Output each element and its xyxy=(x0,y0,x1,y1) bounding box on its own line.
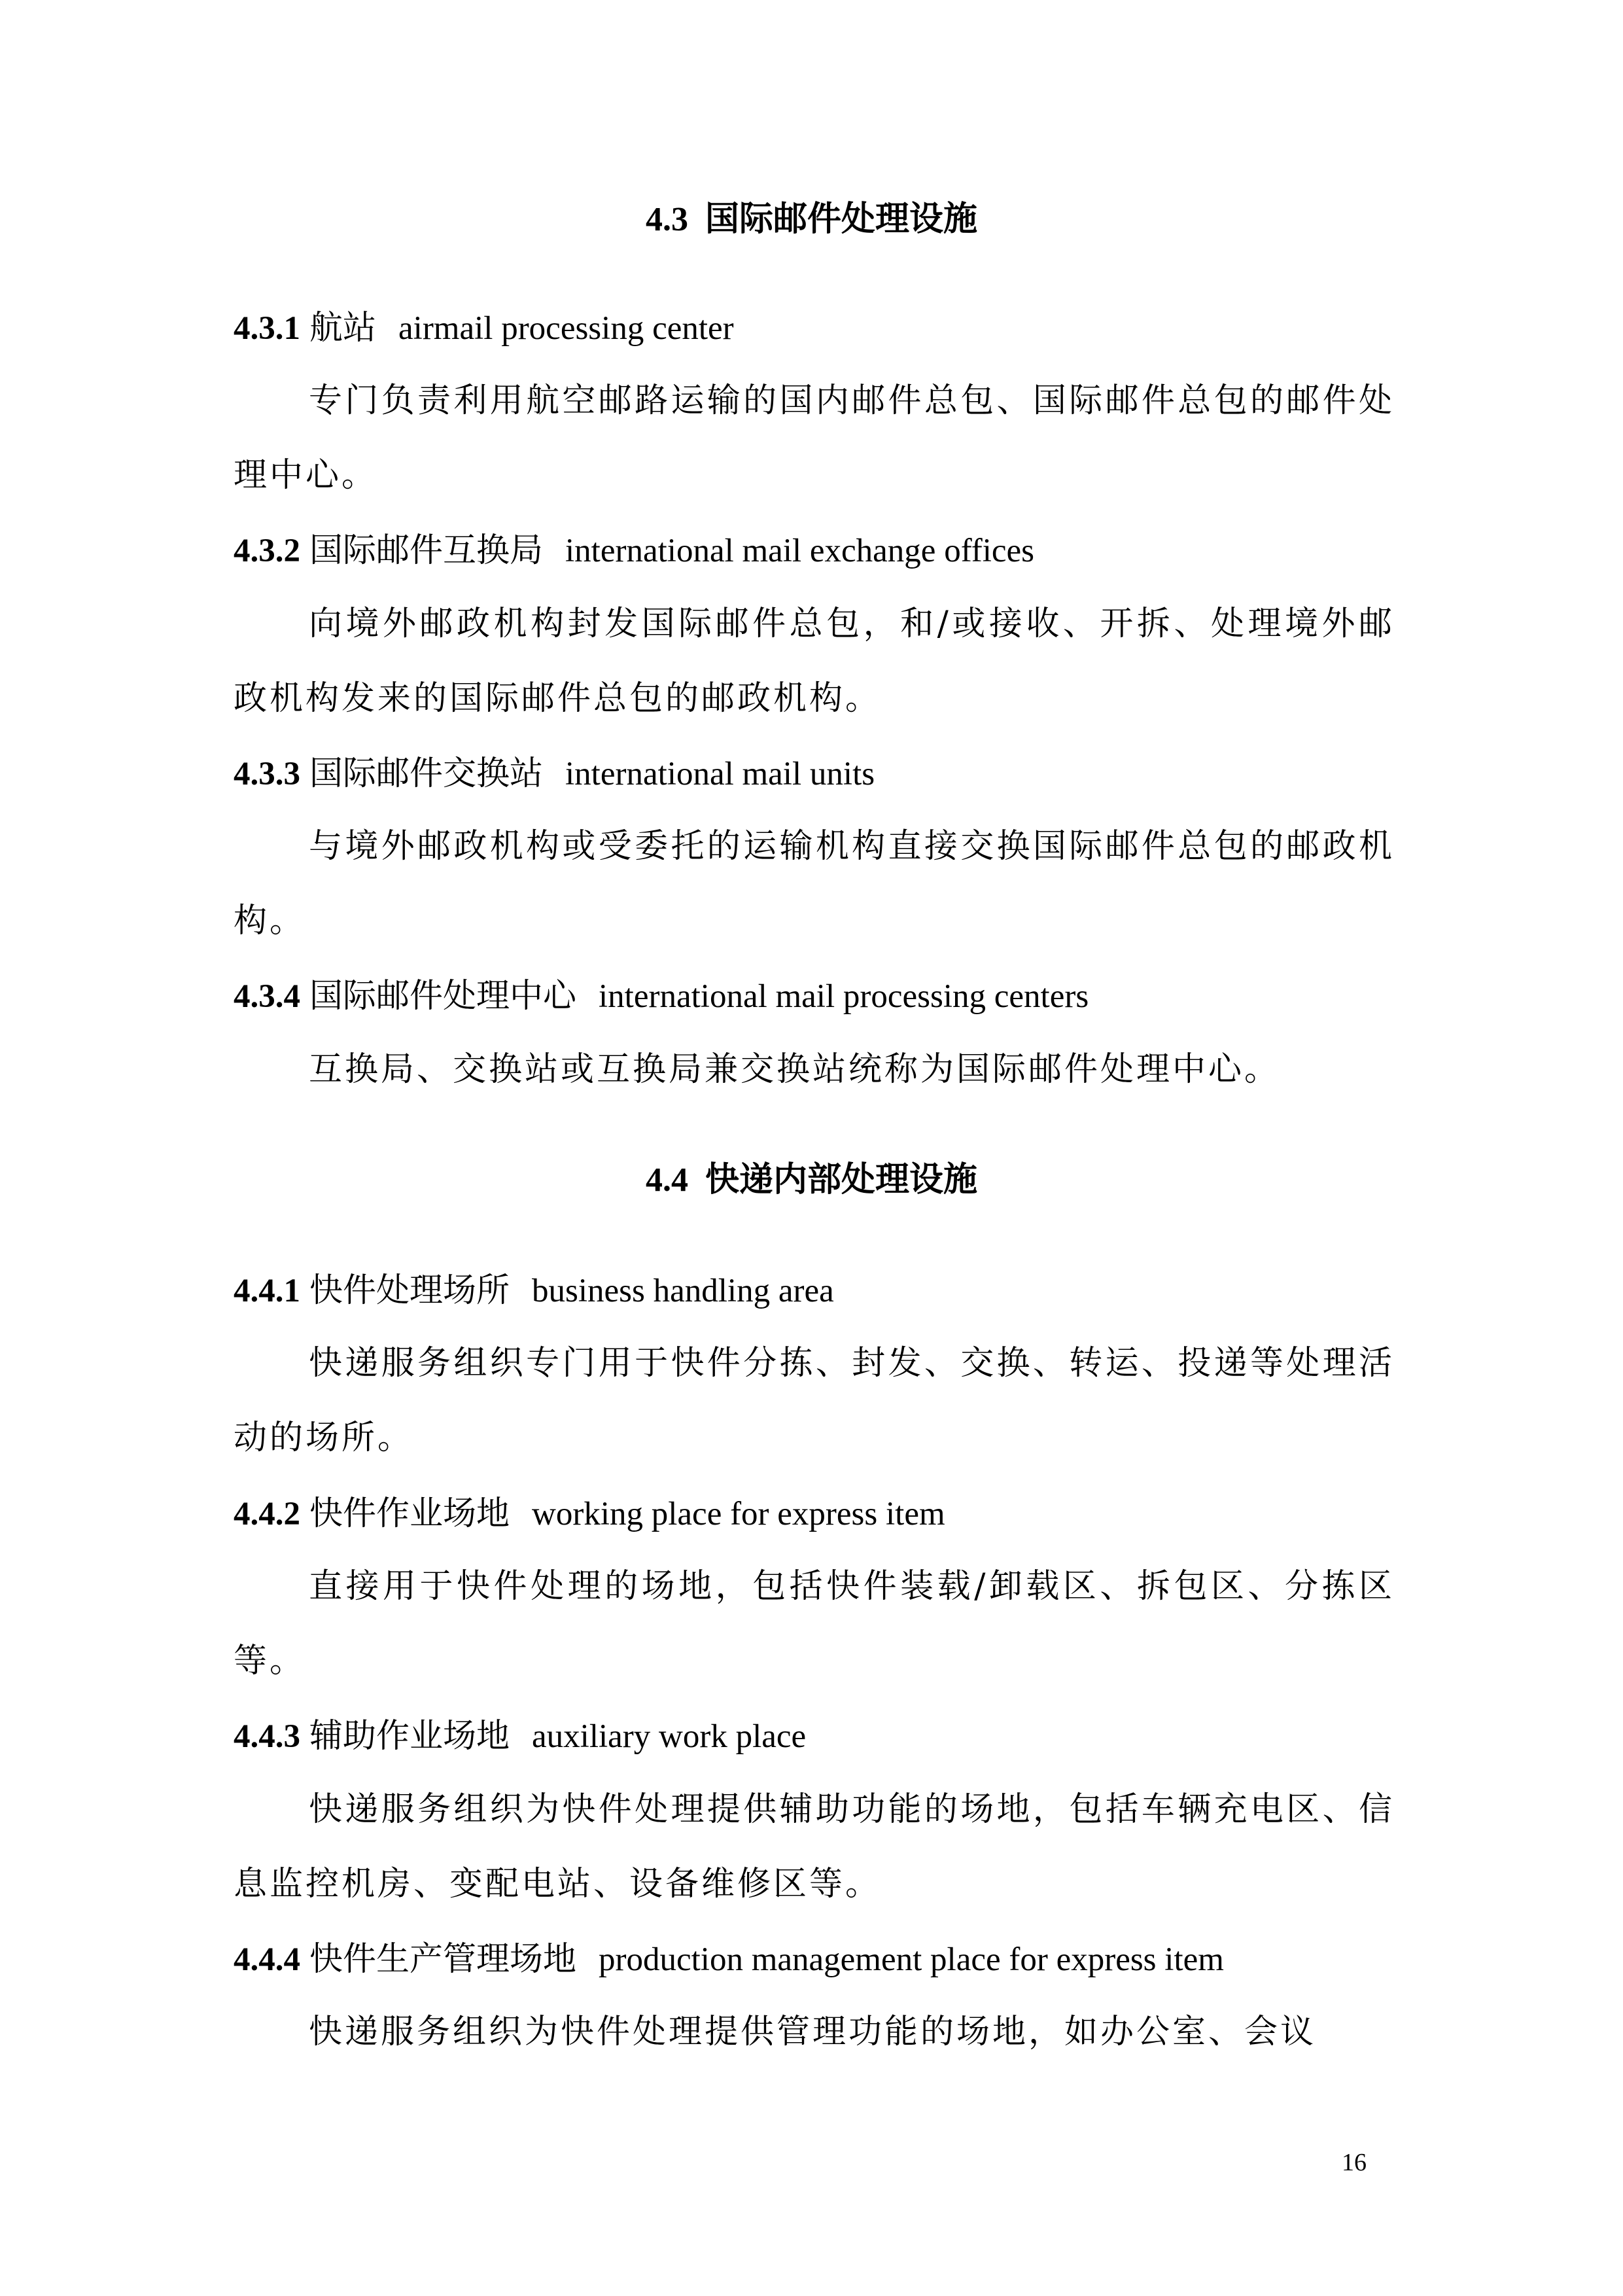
term-english: airmail processing center xyxy=(398,310,734,347)
section-heading-4-3 xyxy=(0,196,1623,243)
term-number: 4.4.3 xyxy=(234,1718,300,1755)
term-definition: 互换局、交换站或互换局兼交换站统称为国际邮件处理中心。 xyxy=(309,1050,1281,1089)
term-chinese: 快件处理场所 xyxy=(309,1271,510,1310)
term-heading-4-3-3 xyxy=(234,751,1398,797)
term-heading-4-4-2 xyxy=(234,1491,1398,1537)
term-heading-4-3-4 xyxy=(234,974,1398,1019)
term-definition: 直接用于快件处理的场地，包括快件装载/卸载区、拆包区、分拣区等。 xyxy=(234,1567,1395,1680)
term-definition: 与境外邮政机构或受委托的运输机构直接交换国际邮件总包的邮政机构。 xyxy=(234,827,1395,940)
term-english: production management place for express item xyxy=(599,1941,1224,1978)
term-definition: 快递服务组织专门用于快件分拣、封发、交换、转运、投递等处理活动的场所。 xyxy=(234,1344,1395,1457)
term-chinese: 航站 xyxy=(309,309,377,347)
term-english: international mail exchange offices xyxy=(565,533,1035,569)
term-english: international mail units xyxy=(565,756,875,792)
term-definition: 向境外邮政机构封发国际邮件总包，和/或接收、开拆、处理境外邮政机构发来的国际邮件总包的邮政机构。 xyxy=(234,605,1395,718)
term-chinese: 国际邮件处理中心 xyxy=(309,977,577,1016)
term-heading-4-3-2 xyxy=(234,528,1398,574)
term-english: business handling area xyxy=(532,1273,834,1309)
term-number: 4.4.1 xyxy=(234,1273,300,1309)
term-number: 4.4.2 xyxy=(234,1496,300,1532)
term-english: auxiliary work place xyxy=(532,1718,807,1755)
term-heading-4-4-1 xyxy=(234,1268,1398,1314)
term-number: 4.3.4 xyxy=(234,978,300,1015)
term-chinese: 国际邮件互换局 xyxy=(309,531,544,570)
section-title: 快递内部处理设施 xyxy=(705,1160,977,1199)
term-heading-4-3-1 xyxy=(234,306,1398,351)
term-english: international mail processing centers xyxy=(599,978,1089,1015)
section-title: 国际邮件处理设施 xyxy=(705,200,977,239)
section-number: 4.4 xyxy=(645,1161,688,1199)
term-number: 4.3.2 xyxy=(234,533,300,569)
term-chinese: 快件生产管理场地 xyxy=(309,1940,577,1979)
term-definition: 快递服务组织为快件处理提供辅助功能的场地，包括车辆充电区、信息监控机房、变配电站、设备维修区等。 xyxy=(234,1790,1395,1903)
term-definition: 专门负责利用航空邮路运输的国内邮件总包、国际邮件总包的邮件处理中心。 xyxy=(234,381,1395,495)
term-english: working place for express item xyxy=(532,1496,945,1532)
section-heading-4-4 xyxy=(0,1157,1623,1203)
term-chinese: 国际邮件交换站 xyxy=(309,754,544,793)
term-number: 4.3.1 xyxy=(234,310,300,347)
page-number: 16 xyxy=(1342,2149,1367,2176)
term-heading-4-4-3 xyxy=(234,1714,1398,1759)
term-chinese: 辅助作业场地 xyxy=(309,1717,510,1756)
term-chinese: 快件作业场地 xyxy=(309,1494,510,1533)
term-heading-4-4-4 xyxy=(234,1937,1398,1983)
term-number: 4.3.3 xyxy=(234,756,300,792)
section-number: 4.3 xyxy=(645,201,688,238)
term-number: 4.4.4 xyxy=(234,1941,300,1978)
term-definition: 快递服务组织为快件处理提供管理功能的场地，如办公室、会议 xyxy=(309,2013,1317,2051)
